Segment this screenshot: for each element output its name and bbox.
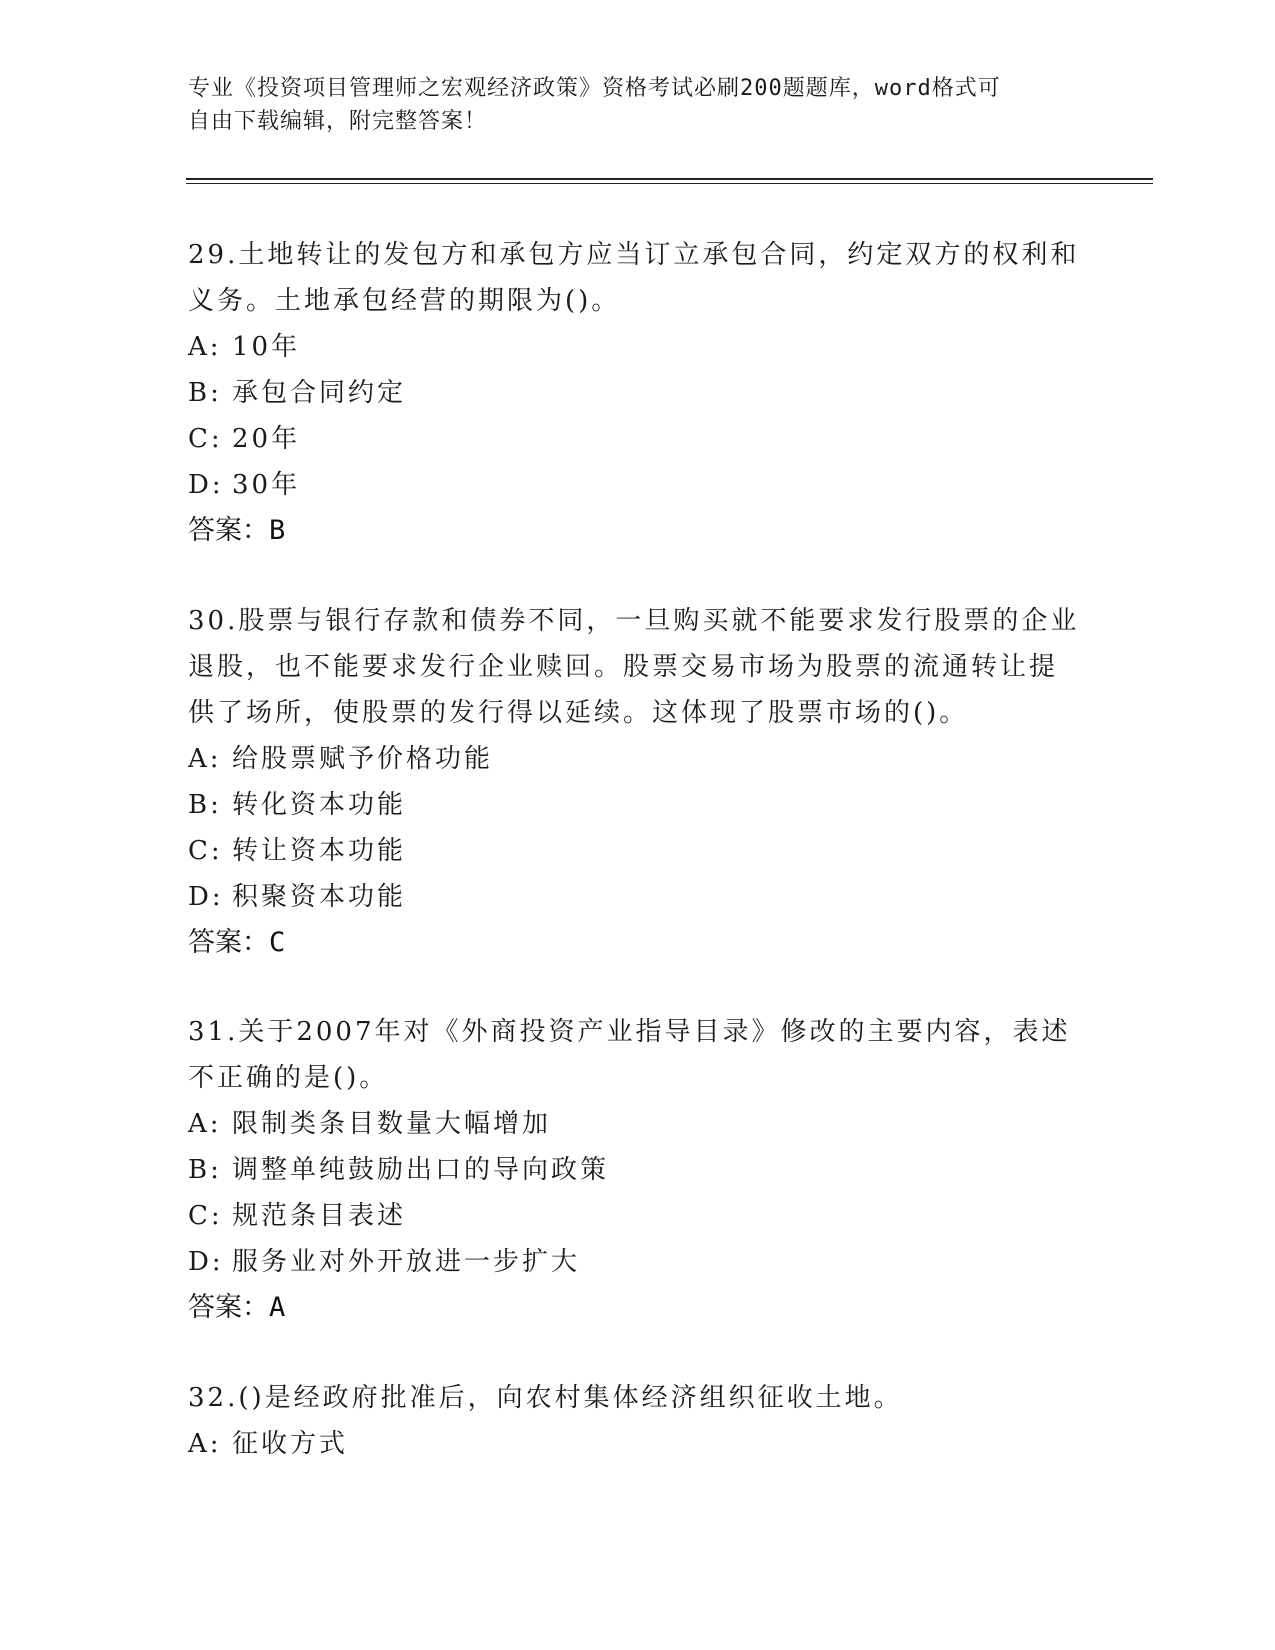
option-letter: C: xyxy=(188,424,223,454)
question-stem-line: 32.()是经政府批准后，向农村集体经济组织征收土地。 xyxy=(188,1383,903,1413)
option-text: 20年 xyxy=(232,424,301,454)
option-a xyxy=(188,736,1088,782)
header-line-1: 专业《投资项目管理师之宏观经济政策》资格考试必刷200题题库，word格式可 xyxy=(188,76,1001,101)
header-line-2: 自由下载编辑，附完整答案！ xyxy=(188,109,488,134)
option-letter: A: xyxy=(188,744,222,774)
question-stem-line: 义务。土地承包经营的期限为()。 xyxy=(188,286,621,316)
option-text: 征收方式 xyxy=(232,1429,349,1459)
option-c xyxy=(188,416,1088,462)
option-letter: A: xyxy=(188,332,222,362)
option-text: 转化资本功能 xyxy=(232,790,407,820)
option-a xyxy=(188,324,1088,370)
option-text: 规范条目表述 xyxy=(232,1201,407,1231)
header-divider-thick xyxy=(186,178,1153,180)
question-stem-line: 退股，也不能要求发行企业赎回。股票交易市场为股票的流通转让提 xyxy=(188,652,1059,682)
option-text: 服务业对外开放进一步扩大 xyxy=(232,1247,581,1277)
option-b xyxy=(188,782,1088,828)
option-text: 30年 xyxy=(232,470,301,500)
question-30 xyxy=(188,598,1088,966)
option-letter: B: xyxy=(188,1155,222,1185)
option-text: 给股票赋予价格功能 xyxy=(232,744,494,774)
option-letter: D: xyxy=(188,470,224,500)
answer-label: 答案： xyxy=(188,1292,269,1323)
option-c xyxy=(188,1193,1088,1239)
option-text: 转让资本功能 xyxy=(232,836,407,866)
option-text: 积聚资本功能 xyxy=(232,882,407,912)
answer-line xyxy=(188,1285,1088,1331)
option-letter: A: xyxy=(188,1109,222,1139)
option-b xyxy=(188,370,1088,416)
option-text: 调整单纯鼓励出口的导向政策 xyxy=(232,1155,610,1185)
question-stem-line: 31.关于2007年对《外商投资产业指导目录》修改的主要内容，表述 xyxy=(188,1017,1071,1047)
answer-value: C xyxy=(269,927,286,958)
answer-line xyxy=(188,508,1088,554)
question-31 xyxy=(188,1009,1088,1331)
option-text: 承包合同约定 xyxy=(232,378,407,408)
option-letter: D: xyxy=(188,1247,224,1277)
option-c xyxy=(188,828,1088,874)
option-d xyxy=(188,462,1088,508)
answer-label: 答案： xyxy=(188,515,269,546)
option-d xyxy=(188,874,1088,920)
question-stem-line: 30.股票与银行存款和债券不同，一旦购买就不能要求发行股票的企业 xyxy=(188,606,1080,636)
option-a xyxy=(188,1101,1088,1147)
option-letter: D: xyxy=(188,882,224,912)
option-letter: C: xyxy=(188,1201,223,1231)
option-a xyxy=(188,1421,1088,1467)
option-d xyxy=(188,1239,1088,1285)
option-text: 限制类条目数量大幅增加 xyxy=(232,1109,552,1139)
option-text: 10年 xyxy=(232,332,301,362)
question-stem-line: 供了场所，使股票的发行得以延续。这体现了股票市场的()。 xyxy=(188,698,969,728)
document-header xyxy=(188,72,1068,138)
option-letter: A: xyxy=(188,1429,222,1459)
answer-label: 答案： xyxy=(188,927,269,958)
answer-value: A xyxy=(269,1292,286,1323)
question-stem-line: 29.土地转让的发包方和承包方应当订立承包合同，约定双方的权利和 xyxy=(188,240,1080,270)
answer-line xyxy=(188,920,1088,966)
option-letter: B: xyxy=(188,378,222,408)
question-32 xyxy=(188,1375,1088,1467)
option-letter: C: xyxy=(188,836,223,866)
question-stem-line: 不正确的是()。 xyxy=(188,1063,389,1093)
header-divider-thin xyxy=(186,183,1153,184)
question-29 xyxy=(188,232,1088,554)
answer-value: B xyxy=(269,515,286,546)
option-b xyxy=(188,1147,1088,1193)
option-letter: B: xyxy=(188,790,222,820)
